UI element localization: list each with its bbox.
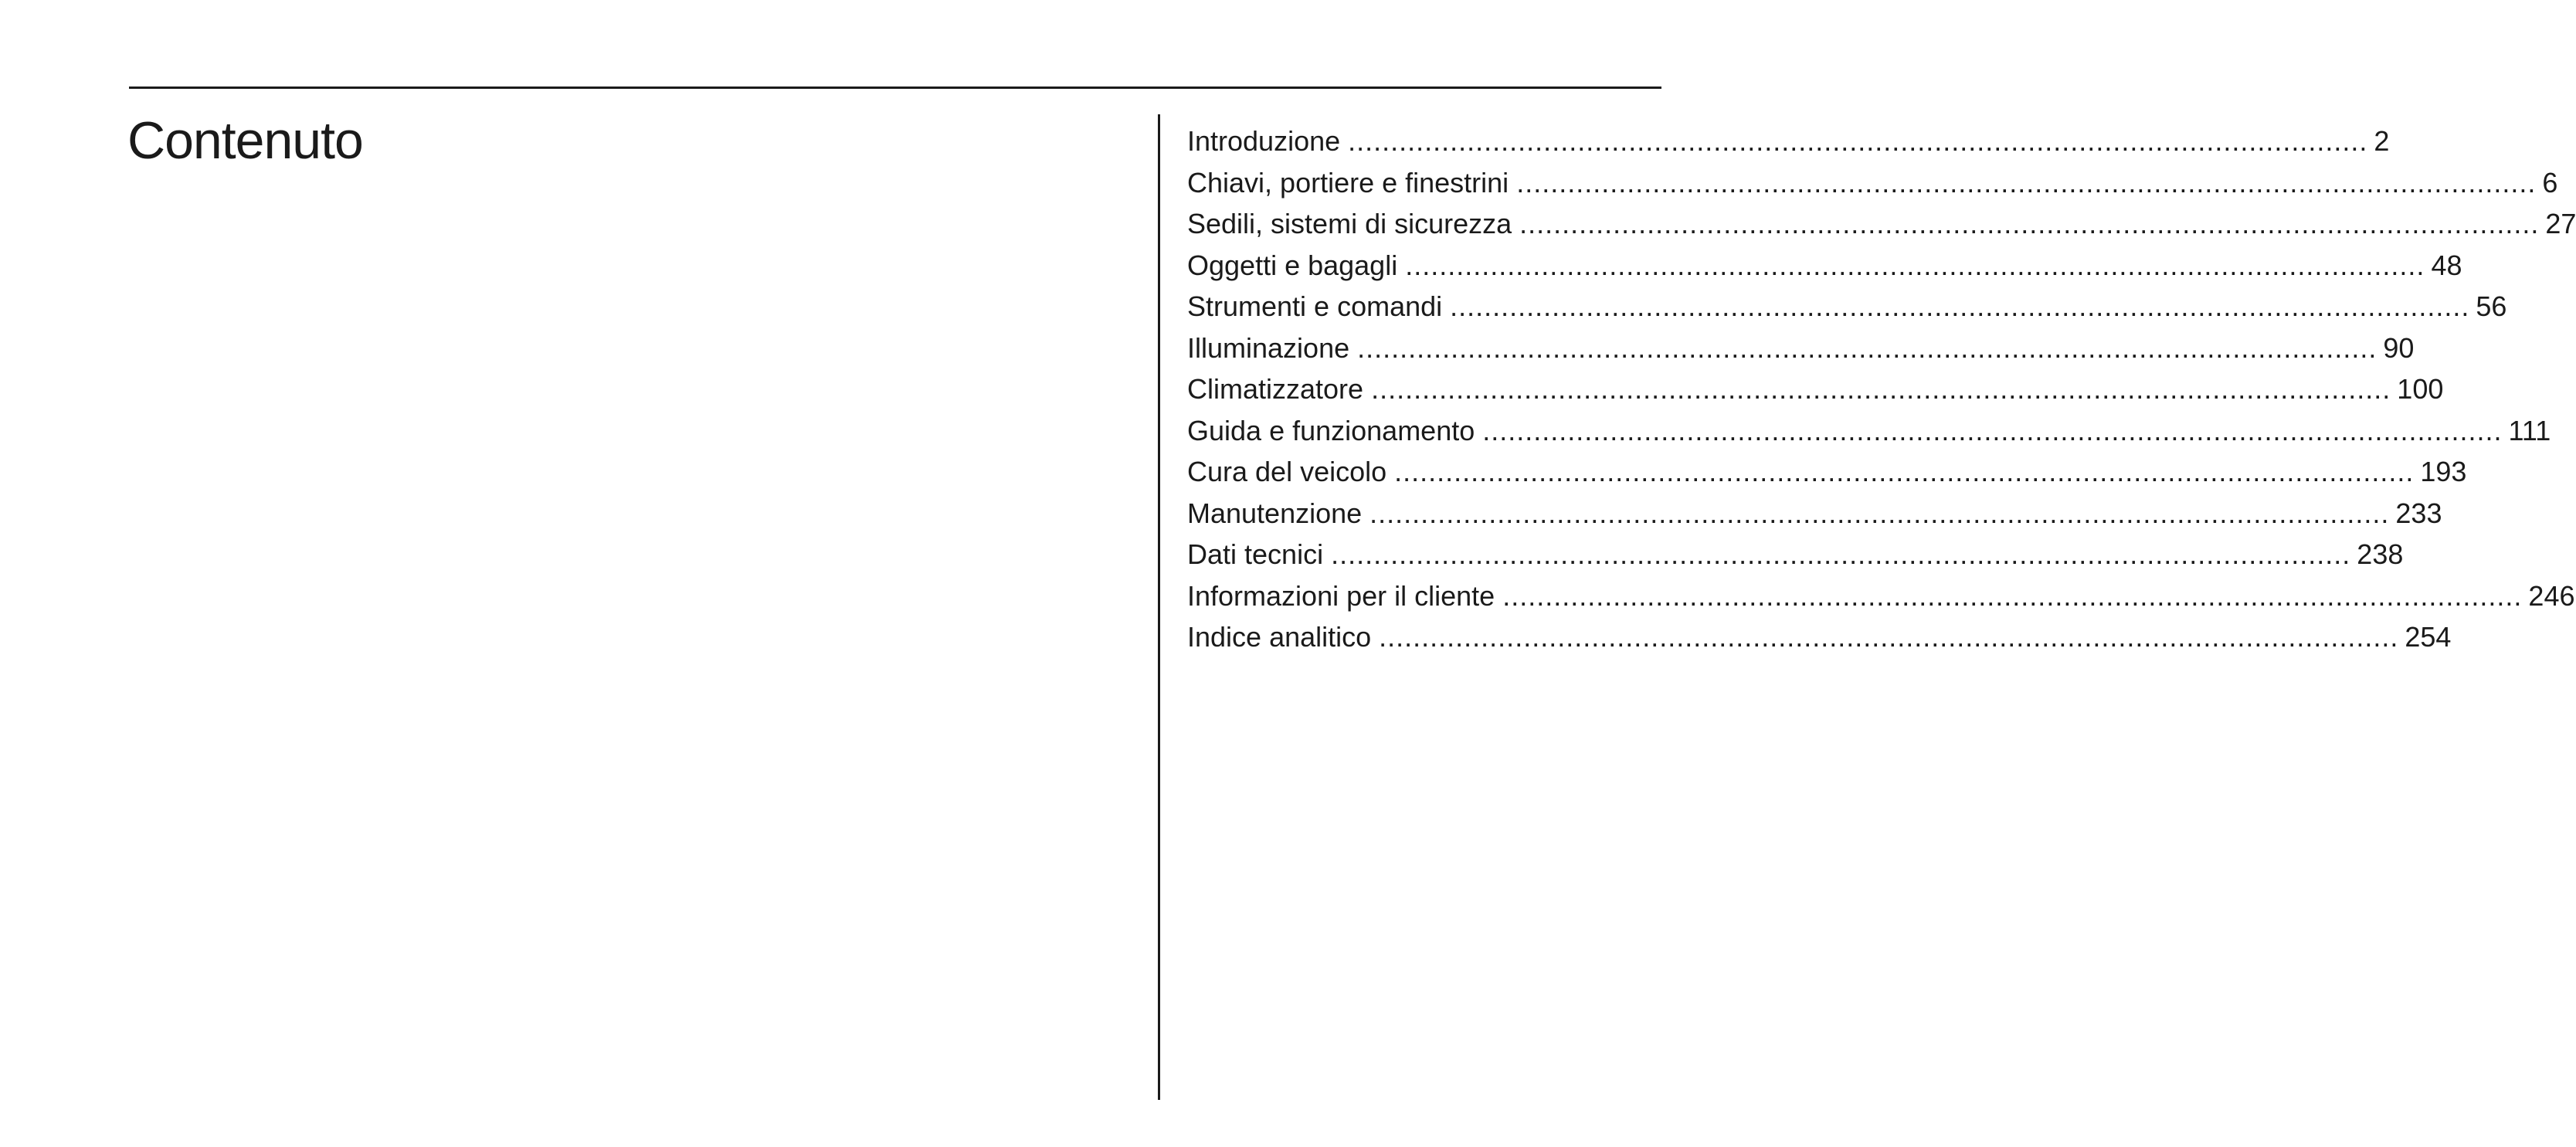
toc-entry-cura-veicolo[interactable] — [1187, 451, 2467, 493]
toc-entry-page: 246 — [2528, 579, 2575, 612]
toc-entry-label: Cura del veicolo — [1187, 456, 1387, 487]
header-rule — [129, 87, 1661, 89]
toc-dot-leader: ........................................................................................................................ — [1502, 579, 2523, 612]
toc-entry-page: 6 — [2542, 166, 2558, 199]
toc-entry-page: 90 — [2383, 331, 2415, 364]
toc-dot-leader: ........................................................................................................................ — [1379, 621, 2399, 653]
toc-entry-label: Informazioni per il cliente — [1187, 579, 1495, 612]
toc-entry-label: Dati tecnici — [1187, 538, 1324, 570]
toc-entry-informazioni-cliente[interactable] — [1187, 575, 2575, 617]
toc-entry-illuminazione[interactable] — [1187, 327, 2415, 369]
toc-entry-page: 27 — [2545, 208, 2576, 239]
toc-dot-leader: ........................................................................................................................ — [1357, 331, 2377, 364]
toc-entry-page: 254 — [2405, 621, 2452, 653]
toc-entry-label: Indice analitico — [1187, 621, 1372, 653]
toc-entry-climatizzatore[interactable] — [1187, 368, 2444, 410]
toc-entry-label: Illuminazione — [1187, 331, 1350, 364]
toc-entry-label: Guida e funzionamento — [1187, 414, 1475, 446]
toc-entry-page: 193 — [2420, 456, 2467, 487]
toc-dot-leader: ........................................................................................................................ — [1331, 538, 2351, 570]
toc-entry-page: 100 — [2397, 373, 2444, 405]
toc-dot-leader: ........................................................................................................................ — [1348, 125, 2368, 157]
table-of-contents — [1187, 120, 2576, 658]
toc-entry-manutenzione[interactable] — [1187, 493, 2442, 534]
toc-entry-dati-tecnici[interactable] — [1187, 534, 2404, 575]
page-title: Contenuto — [127, 111, 363, 170]
toc-entry-introduzione[interactable] — [1187, 120, 2390, 162]
toc-entry-page: 56 — [2476, 290, 2507, 322]
toc-entry-guida-funzionamento[interactable] — [1187, 410, 2551, 452]
toc-entry-label: Oggetti e bagagli — [1187, 249, 1398, 281]
toc-entry-label: Climatizzatore — [1187, 373, 1364, 405]
toc-dot-leader: ........................................................................................................................ — [1482, 414, 2503, 446]
toc-entry-oggetti-bagagli[interactable] — [1187, 245, 2462, 287]
toc-entry-sedili-sistemi-sicurezza[interactable] — [1187, 203, 2576, 245]
toc-entry-label: Manutenzione — [1187, 497, 1363, 529]
toc-entry-page: 111 — [2508, 414, 2551, 446]
toc-dot-leader: ........................................................................................................................ — [1519, 208, 2540, 239]
toc-entry-page: 238 — [2357, 538, 2404, 570]
toc-dot-leader: ........................................................................................................................ — [1450, 290, 2470, 322]
toc-entry-chiavi-portiere-finestrini[interactable] — [1187, 162, 2558, 204]
toc-entry-label: Sedili, sistemi di sicurezza — [1187, 208, 1512, 239]
toc-dot-leader: ........................................................................................................................ — [1394, 456, 2415, 487]
toc-dot-leader: ........................................................................................................................ — [1369, 497, 2390, 529]
toc-dot-leader: ........................................................................................................................ — [1405, 249, 2425, 281]
toc-entry-indice-analitico[interactable] — [1187, 616, 2452, 658]
toc-entry-label: Strumenti e comandi — [1187, 290, 1443, 322]
toc-entry-label: Chiavi, portiere e finestrini — [1187, 166, 1509, 199]
toc-dot-leader: ........................................................................................................................ — [1371, 373, 2391, 405]
column-divider — [1158, 114, 1160, 1100]
toc-dot-leader: ........................................................................................................................ — [1516, 166, 2537, 199]
toc-entry-page: 48 — [2431, 249, 2462, 281]
toc-entry-page: 233 — [2395, 497, 2442, 529]
toc-entry-page: 2 — [2374, 125, 2390, 157]
toc-entry-label: Introduzione — [1187, 125, 1341, 157]
toc-entry-strumenti-comandi[interactable] — [1187, 286, 2507, 327]
